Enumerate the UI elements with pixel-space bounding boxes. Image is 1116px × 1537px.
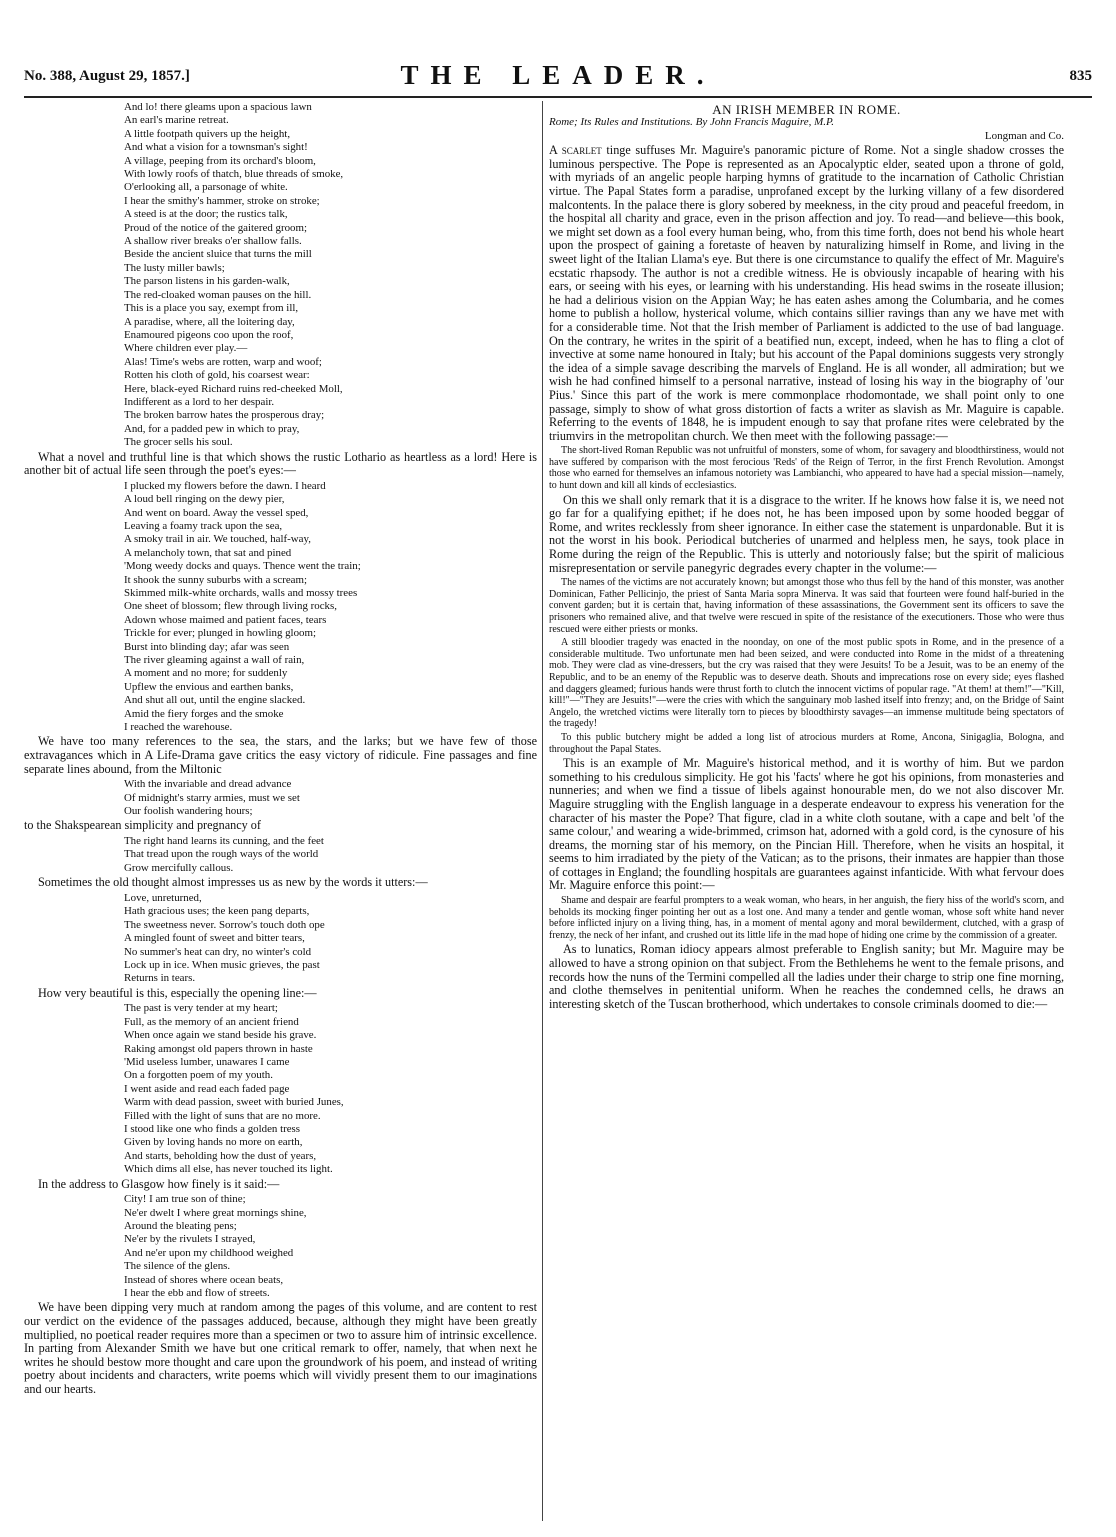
- poem-line: Ne'er dwelt I where great mornings shine,: [124, 1206, 307, 1219]
- poem-line: City! I am true son of thine;: [124, 1193, 246, 1206]
- poem-line: A steed is at the door; the rustics talk,: [124, 208, 288, 221]
- poem-line: Raking amongst old papers thrown in haste: [124, 1042, 313, 1055]
- poem-line: Instead of shores where ocean beats,: [124, 1273, 284, 1286]
- poem-line: Enamoured pigeons coo upon the roof,: [124, 328, 294, 341]
- poem-excerpt-1: [124, 101, 537, 450]
- poem-line: A moment and no more; for suddenly: [124, 667, 288, 680]
- newspaper-title: THE LEADER.: [400, 60, 716, 90]
- paragraph: What a novel and truthful line is that which shows the rustic Lothario as heartless as a lord! Here is another bit of actual life seen through the poet's eyes:—: [24, 449, 537, 478]
- poem-line: Grow mercifully callous.: [124, 861, 234, 874]
- poem-line: A paradise, where, all the loitering day,: [124, 315, 295, 328]
- poem-line: Beside the ancient sluice that turns the mill: [124, 248, 312, 261]
- poem-line: Which dims all else, has never touched its light.: [124, 1163, 333, 1176]
- poem-line: And, for a padded pew in which to pray,: [124, 422, 300, 435]
- poem-line: Of midnight's starry armies, must we set: [124, 791, 300, 804]
- paragraph: On this we shall only remark that it is a disgrace to the writer. If he knows how false it is, we need not go far for a qualifying epithet; if he does not, he has been imposed upon by some hooded beggar of Rome, and writes recklessly from sheer ignorance. In either case the statement is unpardonable. But it is not the worst in his book. Periodical butcheries of unarmed and helpless men, he says, took place in Rome during the reign of the Republic. This is utterly and notoriously false; but the spirit of malicious misrepresentation or servile panegyric degrades every chapter in the volume:—: [549, 492, 1064, 575]
- poem-line: This is a place you say, exempt from ill,: [124, 302, 299, 315]
- poem-line: When once again we stand beside his grave.: [124, 1029, 317, 1042]
- poem-line: Trickle for ever; plunged in howling gloom;: [124, 627, 316, 640]
- quoted-passage: The short-lived Roman Republic was not unfruitful of monsters, some of whom, for savagery and bloodthirstiness, would not have suffered by comparison with the most ferocious 'Reds' of the Reign of Terror, in the first French Revolution. Amongst those who earned for themselves an infamous notoriety was Lambianchi, who appeared to have had a special mission—namely, to hunt down and kill all kinds of ecclesiastics.: [549, 445, 1064, 492]
- poem-line: The red-cloaked woman pauses on the hill.: [124, 288, 312, 301]
- poem-line: A shallow river breaks o'er shallow falls.: [124, 235, 302, 248]
- right-column: [549, 101, 1064, 1013]
- poem-line: 'Mong weedy docks and quays. Thence went the train;: [124, 560, 361, 573]
- poem-line: A melancholy town, that sat and pined: [124, 546, 292, 559]
- poem-line: Burst into blinding day; afar was seen: [124, 640, 290, 653]
- quoted-passage: The names of the victims are not accurately known; but amongst those who thus fell by the hand of this monster, was another Dominican, Father Pellicinjo, the priest of Santa Maria sopra Minerva. It was said that fourteen were found half-buried in the convent garden; but it is certain that, having information of these assassinations, the Government sent its officers to save the prisoners who remained alive, and that twelve were rescued in spite of the resistance of the executioners. Those who were thus rescued were either priests or monks.: [549, 577, 1064, 635]
- paragraph: We have been dipping very much at random among the pages of this volume, and are content to rest our verdict on the evidence of the passages adduced, because, although they might have been greatly multiplied, no poetical reader requires more than a specimen or two to assure him of intrinsic excellence. In parting from Alexander Smith we have but one critical remark to offer, namely, that when next he writes he should bestow more thought and care upon the groundwork of his poem, and instead of writing poetry about incidents and characters, write poems which will vividly present them to our imaginations and our hearts.: [24, 1300, 537, 1396]
- poem-line: The right hand learns its cunning, and the feet: [124, 835, 324, 848]
- poem-line: And went on board. Away the vessel sped,: [124, 506, 309, 519]
- poem-line: A mingled fount of sweet and bitter tears,: [124, 932, 305, 945]
- poem-line: The broken barrow hates the prosperous dray;: [124, 409, 325, 422]
- poem-line: A loud bell ringing on the dewy pier,: [124, 493, 285, 506]
- poem-excerpt-6: [124, 1002, 537, 1176]
- poem-line: Filled with the light of suns that are no more.: [124, 1109, 321, 1122]
- poem-line: Returns in tears.: [124, 972, 196, 985]
- paragraph: Sometimes the old thought almost impresses us as new by the words it utters:—: [38, 875, 428, 890]
- header-rule: [24, 96, 1092, 98]
- poem-line: And ne'er upon my childhood weighed: [124, 1246, 294, 1259]
- poem-line: Alas! Time's webs are rotten, warp and woof;: [124, 355, 322, 368]
- poem-line: A smoky trail in air. We touched, half-way,: [124, 533, 311, 546]
- poem-excerpt-2: [124, 480, 537, 735]
- paragraph-text: tinge suffuses Mr. Maguire's panoramic picture of Rome. Not a single shadow crosses the luminous perspective. The Pope is represented as an Apocalyptic elder, seated upon a throne of gold, with myriads of an angelic people harping hymns of gratitude to the incarnation of Catholic Christian virtue. The Papal States form a paradise, unprofaned except by the lurking villany of a few disordered malcontents. In the palace there is glory sobered by meekness, in the city proud and peaceful freedom, in the hospital all charity and grace, even in the prison affection and joy. To read—and believe—this book, we might set down as a fool every human being, who, from this time forth, does not bend his whole heart upon the prospect of gaining a foretaste of heaven by naturalizing himself in Rome, and living in the sweet light of the Italian Llama's eye. But there is one circumstance to qualify the effect of Mr. Maguire's ecstatic rhapsody. The author is not a credible witness. He is obviously incapable of hearing with his ears, or seeing with his eyes, or learning with his understanding. His head swims in the roseate illusion; he had a delirious vision on the Appian Way; he has eaten ashes among the Columbaria, and he comes home to publish a hollow, hysterical volume, which contains sillier ravings than any we have met with for a considerable time. Not that the Irish member of Parliament is addicted to the use of bad language. On the contrary, he writes in the spirit of a beatified nun, except, indeed, when he has to fling a clot of invective at some name honoured in Italy; but his account of the Papal dominions suggests very strongly the idea of a simple savage describing the marvels of England. He is all wonder, all admiration; but we wish he had confined himself to a personal narrative, instead of losing his way in the biography of 'our Pius.' Since this part of the work is mere commonplace rhodomontade, we shall point only to one passage, simply to show of what gross distortion of facts a writer as slavish as Mr. Maguire is capable. Referring to the events of 1848, he is impudent enough to say that profane rites were celebrated by the triumvirs in the metropolitan church. We then meet with the following passage:—: [549, 143, 1065, 443]
- poem-excerpt-3: [124, 778, 537, 818]
- poem-line: I reached the warehouse.: [124, 721, 233, 734]
- poem-line: The sweetness never. Sorrow's touch doth ope: [124, 918, 325, 931]
- poem-excerpt-5: [124, 892, 537, 986]
- poem-line: That tread upon the rough ways of the world: [124, 848, 319, 861]
- paragraph: How very beautiful is this, especially the opening line:—: [38, 985, 317, 1000]
- poem-line: The parson listens in his garden-walk,: [124, 275, 290, 288]
- poem-line: An earl's marine retreat.: [124, 114, 229, 127]
- issue-date: No. 388, August 29, 1857.]: [24, 68, 190, 84]
- paragraph: [549, 144, 1064, 443]
- quoted-passage: To this public butchery might be added a long list of atrocious murders at Rome, Ancona, Sinigaglia, Bologna, and throughout the Papal States.: [549, 731, 1064, 755]
- poem-line: Proud of the notice of the gaitered groom;: [124, 221, 307, 234]
- poem-line: With lowly roofs of thatch, blue threads of smoke,: [124, 168, 344, 181]
- poem-line: Given by loving hands no more on earth,: [124, 1136, 303, 1149]
- poem-line: Indifferent as a lord to her despair.: [124, 395, 275, 408]
- poem-line: Around the bleating pens;: [124, 1220, 237, 1232]
- poem-excerpt-4: [124, 835, 537, 875]
- poem-line: Love, unreturned,: [124, 891, 202, 904]
- poem-line: A village, peeping from its orchard's bloom,: [124, 154, 316, 167]
- poem-line: I hear the ebb and flow of streets.: [124, 1287, 270, 1300]
- poem-line: Warm with dead passion, sweet with buried Junes,: [124, 1096, 344, 1109]
- paragraph: As to lunatics, Roman idiocy appears almost preferable to English sanity; but Mr. Maguire may be allowed to have a strong opinion on that subject. From the Bethlehems he went to the female prisons, and records how the nuns of the Termini compelled all the ladies under their charge to strip one fine morning, and clothe themselves in penitential uniform. When he reaches the condemned cells, he draws an interesting sketch of the Tuscan brotherhood, which undertakes to console criminals doomed to die:—: [549, 942, 1064, 1011]
- publisher: Longman and Co.: [984, 129, 1064, 142]
- poem-line: The grocer sells his soul.: [124, 436, 233, 449]
- poem-line: Full, as the memory of an ancient friend: [124, 1015, 299, 1028]
- poem-line: Adown whose maimed and patient faces, tears: [124, 613, 327, 626]
- poem-line: 'Mid useless lumber, unawares I came: [124, 1055, 290, 1068]
- book-citation: Rome; Its Rules and Institutions. By John Francis Maguire, M.P.: [549, 116, 835, 129]
- paragraph: We have too many references to the sea, the stars, and the larks; but we have few of those extravagances which in A Life-Drama gave critics the easy victory of ridicule. Fine passages and fine separate lines abound, from the Miltonic: [24, 734, 537, 776]
- column-divider: [542, 101, 543, 1521]
- poem-line: And lo! there gleams upon a spacious lawn: [124, 101, 312, 113]
- poem-line: On a forgotten poem of my youth.: [124, 1069, 273, 1082]
- masthead: [24, 58, 1092, 94]
- article-title: AN IRISH MEMBER IN ROME.: [712, 102, 901, 117]
- left-column: [24, 101, 537, 1399]
- poem-line: Our foolish wandering hours;: [124, 805, 253, 818]
- poem-line: With the invariable and dread advance: [124, 778, 292, 791]
- poem-line: Upflew the envious and earthen banks,: [124, 680, 294, 693]
- poem-line: It shook the sunny suburbs with a scream;: [124, 573, 307, 586]
- poem-line: Amid the fiery forges and the smoke: [124, 707, 284, 720]
- poem-line: I stood like one who finds a golden tress: [124, 1122, 301, 1135]
- poem-line: The past is very tender at my heart;: [124, 1002, 278, 1015]
- poem-line: Where children ever play.—: [124, 342, 248, 355]
- poem-line: Ne'er by the rivulets I strayed,: [124, 1233, 256, 1246]
- poem-line: And what a vision for a townsman's sight!: [124, 141, 308, 154]
- poem-line: The lusty miller bawls;: [124, 261, 225, 274]
- page-number: 835: [1069, 68, 1092, 84]
- poem-line: The silence of the glens.: [124, 1260, 231, 1273]
- poem-line: And starts, beholding how the dust of years,: [124, 1149, 317, 1162]
- poem-line: Lock up in ice. When music grieves, the past: [124, 958, 320, 971]
- paragraph: to the Shakspearean simplicity and pregnancy of: [24, 818, 261, 833]
- poem-excerpt-7: [124, 1193, 537, 1300]
- poem-line: I hear the smithy's hammer, stroke on stroke;: [124, 194, 320, 207]
- poem-line: Leaving a foamy track upon the sea,: [124, 519, 283, 532]
- poem-line: Here, black-eyed Richard ruins red-cheeked Moll,: [124, 382, 343, 395]
- paragraph: In the address to Glasgow how finely is it said:—: [38, 1176, 280, 1191]
- poem-line: No summer's heat can dry, no winter's cold: [124, 945, 312, 958]
- poem-line: And shut all out, until the engine slacked.: [124, 694, 306, 707]
- poem-line: Hath gracious uses; the keen pang departs,: [124, 905, 310, 918]
- poem-line: Rotten his cloth of gold, his coarsest wear:: [124, 369, 310, 382]
- poem-line: The river gleaming against a wall of rain,: [124, 654, 305, 667]
- lead-word: A scarlet: [549, 143, 602, 158]
- poem-line: I plucked my flowers before the dawn. I heard: [124, 479, 326, 492]
- poem-line: A little footpath quivers up the height,: [124, 127, 291, 140]
- quoted-passage: A still bloodier tragedy was enacted in the noonday, on one of the most public spots in Rome, and in the presence of a considerable multitude. Two unfortunate men had been seized, and were conducted into Rome in the midst of a threatening mob. They were clad as vine-dressers, but the cry was raised that they were Jesuits! To be a Jesuit, was to be an enemy of the Republic, and to be an enemy of the Republic was to deserve death. Shouts and imprecations rose on every side; eyes flashed and daggers gleamed; furious hands were thrust forth to clutch the innocent victims of popular rage. "At them! at them!"—"Kill, kill!"—"They are Jesuits!"—were the cries with which the sanguinary mob lashed itself into frenzy; and, on the Bridge of Saint Angelo, the wretched victims were literally torn to pieces by bloodthirsty savages—an immense multitude being spectators of the tragedy!: [549, 637, 1064, 730]
- poem-line: Skimmed milk-white orchards, walls and mossy trees: [124, 587, 358, 599]
- paragraph: This is an example of Mr. Maguire's historical method, and it is worthy of him. But we pardon something to his credulous simplicity. He got his 'facts' where he got his opinions, from monasteries and nunneries; and when we find a tissue of libels against honourable men, do we not also discover Mr. Maguire struggling with the English language in a desperate endeavour to express his veneration for the character of his master the Pope? That figure, clad in a white cloth soutane, with a cape and belt 'of the same colour,' and wearing a wide-brimmed, crimson hat, adorned with a gold cord, is the cynosure of his dreams, the morning star of his memory, on the Pincian Hill. Therefore, when he visits an hospital, it seems to him irradiated by the piety of the Vatican; as to the prisons, their inmates are happier than those of cottages in England; the foundling hospitals are guarantees against infanticide. With what fervour does Mr. Maguire enforce this point:—: [549, 756, 1064, 893]
- poem-line: I went aside and read each faded page: [124, 1082, 290, 1095]
- poem-line: O'erlooking all, a parsonage of white.: [124, 181, 288, 194]
- poem-line: One sheet of blossom; flew through living rocks,: [124, 600, 337, 613]
- quoted-passage: Shame and despair are fearful prompters to a weak woman, who hears, in her anguish, the fiery hiss of the world's scorn, and beholds its mocking finger pointing her out as a lost one. And many a tender and gentle woman, whose soft white hand never before inflicted injury on a living thing, has, in a moment of mental agony and moral bewilderment, clutched, with a grasp of frenzy, the neck of her infant, and crushed out its little life in the mad hope of hiding one crime by the commission of a greater.: [549, 895, 1064, 941]
